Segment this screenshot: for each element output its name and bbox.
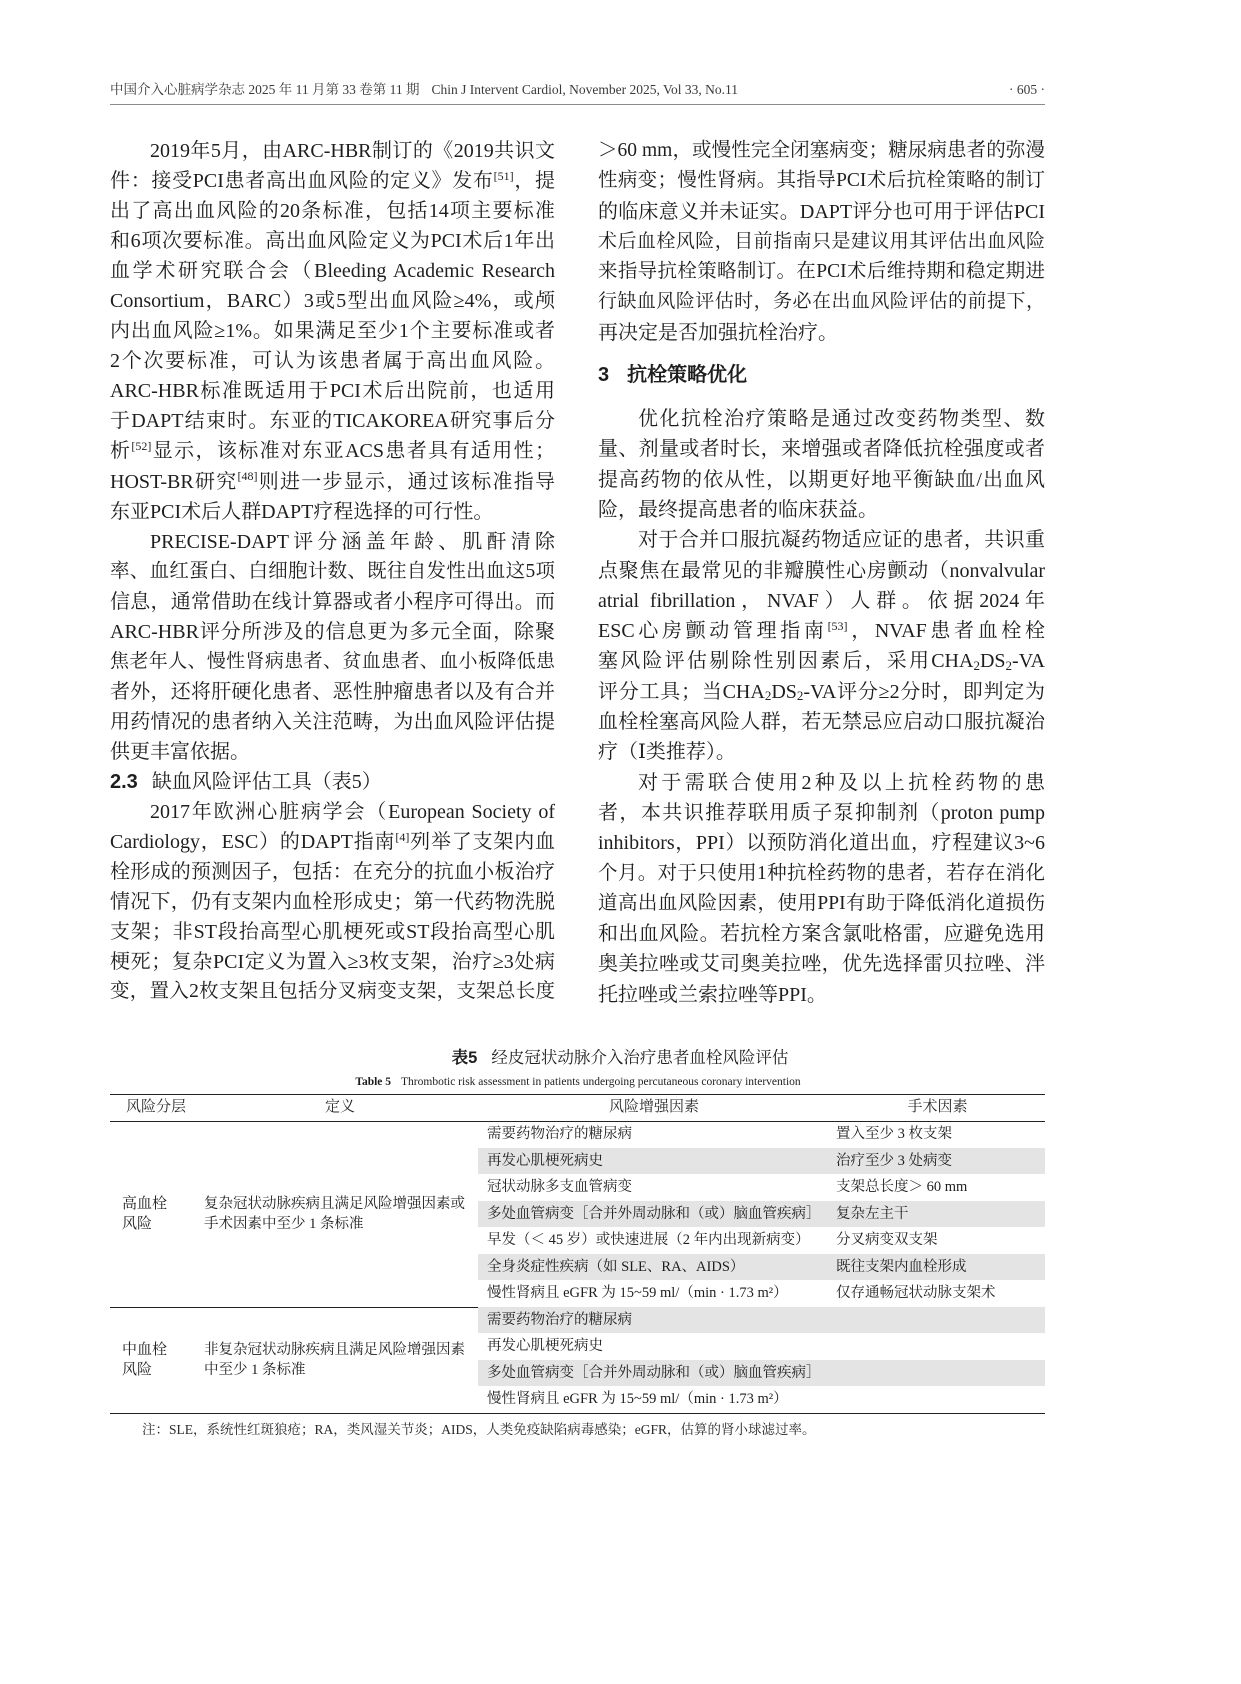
text-line: 东亚PCI术后人群DAPT疗程选择的可行性。 bbox=[110, 500, 494, 523]
text-line: 2个次要标准，可认为该患者属于高出血风险。 bbox=[110, 350, 555, 373]
text-run: 则进一步显示，通过该标准指导 bbox=[257, 470, 555, 493]
text-line: 个月。对于只使用1种抗栓药物的患者，若存在消化 bbox=[598, 862, 1045, 884]
paragraph bbox=[598, 404, 1045, 525]
text-line: 险，最终提高患者的临床获益。 bbox=[598, 498, 878, 521]
table-row bbox=[478, 1254, 1045, 1281]
text-line: 变，置入2枚支架且包括分叉病变支架，支架总长度 bbox=[110, 981, 555, 1003]
text-line: 点聚焦在最常见的非瓣膜性心房颤动（nonvalvular bbox=[598, 559, 1045, 582]
table-row bbox=[478, 1121, 1045, 1148]
paragraph bbox=[598, 136, 1045, 348]
risk-level-text: 高血栓 bbox=[122, 1195, 168, 1212]
citation-ref: [51] bbox=[493, 168, 514, 183]
thrombotic-risk-table bbox=[110, 1094, 1045, 1416]
definition-cell bbox=[204, 1307, 476, 1413]
table-header-cell: 定义 bbox=[324, 1099, 355, 1115]
text-line bbox=[110, 436, 555, 466]
heading-number: 3 bbox=[598, 364, 610, 387]
text-line: 出了高出血风险的20条标准，包括14项主要标准 bbox=[110, 200, 555, 223]
section-heading bbox=[598, 360, 1045, 390]
procedure-factor-cell: 支架总长度＞ 60 mm bbox=[836, 1179, 968, 1195]
text-line: 率、血红蛋白、白细胞计数、既往自发性出血这5项 bbox=[110, 560, 555, 582]
procedure-factor-cell: 复杂左主干 bbox=[836, 1205, 909, 1222]
risk-factor-cell: 慢性肾病且 eGFR 为 15~59 ml/（min · 1.73 m²） bbox=[487, 1285, 788, 1301]
table-row bbox=[478, 1174, 1045, 1201]
text-line bbox=[110, 827, 555, 857]
text-line: 信息，通常借助在线计算器或者小程序可得出。而 bbox=[110, 590, 555, 613]
text-line bbox=[110, 467, 555, 497]
table-row bbox=[478, 1148, 1045, 1175]
text-line: 奥美拉唑或艾司奥美拉唑，优先选择雷贝拉唑、泮 bbox=[598, 953, 1045, 976]
text-line: 支架；非ST段抬高型心肌梗死或ST段抬高型心肌 bbox=[110, 921, 555, 944]
citation-ref: [53] bbox=[827, 618, 848, 633]
text-line: 托拉唑或兰索拉唑等PPI。 bbox=[598, 983, 827, 1006]
procedure-factor-cell: 置入至少 3 枚支架 bbox=[836, 1126, 952, 1142]
text-line: 行缺血风险评估时，务必在出血风险评估的前提下， bbox=[598, 291, 1045, 313]
text-line: 内出血风险≥1%。如果满足至少1个主要标准或者 bbox=[110, 320, 555, 343]
text-line: 性病变；慢性肾病。其指导PCI术后抗栓策略的制订 bbox=[598, 170, 1045, 192]
risk-level-text: 中血栓 bbox=[122, 1341, 168, 1358]
heading-number: 2.3 bbox=[110, 770, 138, 793]
risk-factor-cell: 多处血管病变［合并外周动脉和（或）脑血管疾病］ bbox=[487, 1205, 821, 1222]
risk-factor-cell: 需要药物治疗的糖尿病 bbox=[487, 1126, 632, 1142]
heading-title: 缺血风险评估工具（表5） bbox=[151, 770, 382, 793]
risk-factor-cell: 冠状动脉多支血管病变 bbox=[487, 1179, 632, 1195]
table-title-cn: 经皮冠状动脉介入治疗患者血栓风险评估 bbox=[491, 1048, 789, 1067]
text-line bbox=[598, 646, 1045, 676]
table-row bbox=[478, 1386, 1045, 1413]
table-rule bbox=[110, 1413, 1045, 1414]
text-line: 优化抗栓治疗策略是通过改变药物类型、数 bbox=[638, 408, 1045, 431]
text-line: 梗死；复杂PCI定义为置入≥3枚支架，治疗≥3处病 bbox=[110, 951, 555, 974]
definition-cell bbox=[204, 1121, 476, 1307]
risk-factor-cell: 全身炎症性疾病（如 SLE、RA、AIDS） bbox=[487, 1258, 745, 1275]
table-row bbox=[478, 1227, 1045, 1254]
text-run: -VA评分≥2分时，即判定为 bbox=[803, 680, 1045, 703]
text-line: 情况下，仍有支架内血栓形成史；第一代药物洗脱 bbox=[110, 891, 555, 914]
text-run: ESC心房颤动管理指南 bbox=[598, 620, 828, 643]
text-line: 和出血风险。若抗栓方案含氯吡格雷，应避免选用 bbox=[598, 923, 1045, 946]
procedure-factor-cell: 分叉病变双支架 bbox=[836, 1232, 938, 1248]
text-line bbox=[110, 166, 555, 196]
paragraph bbox=[598, 768, 1045, 1010]
journal-issue-en: Chin J Intervent Cardiol, November 2025, Vol 33, No.11 bbox=[431, 82, 738, 97]
right-text-column bbox=[598, 136, 1045, 1010]
paragraph bbox=[110, 527, 555, 767]
subscript: 2 bbox=[973, 658, 980, 674]
text-line: 道高出血风险因素，使用PPI有助于降低消化道损伤 bbox=[598, 892, 1045, 914]
text-line: 焦老年人、慢性肾病患者、贫血患者、血小板降低患 bbox=[110, 650, 555, 672]
text-line: ARC-HBR评分所涉及的信息更为多元全面，除聚 bbox=[110, 620, 555, 643]
risk-factor-cell: 再发心肌梗死病史 bbox=[487, 1152, 603, 1169]
procedure-factor-cell: 仅存通畅冠状动脉支架术 bbox=[836, 1285, 996, 1301]
text-run: HOST-BR研究 bbox=[110, 470, 238, 493]
table-label-cn: 表5 bbox=[451, 1049, 478, 1067]
table-row bbox=[478, 1201, 1045, 1228]
procedure-factor-cell: 治疗至少 3 处病变 bbox=[836, 1152, 952, 1169]
text-line: 量、剂量或者时长，来增强或者降低抗栓强度或者 bbox=[598, 438, 1045, 461]
subscript: 2 bbox=[764, 688, 772, 704]
text-run: ，提 bbox=[513, 170, 555, 193]
risk-factor-cell: 再发心肌梗死病史 bbox=[487, 1338, 603, 1354]
text-run: 件：接受PCI患者高出血风险的定义》发布 bbox=[110, 170, 494, 193]
table-note: 注：SLE，系统性红斑狼疮；RA，类风湿关节炎；AIDS，人类免疫缺陷病毒感染；eGFR，估算的肾小球滤过率。 bbox=[142, 1422, 816, 1437]
risk-level-cell bbox=[122, 1307, 192, 1413]
page-number: · 605 · bbox=[1009, 82, 1045, 97]
subscript: 2 bbox=[1005, 658, 1013, 674]
table-header-cell: 风险增强因素 bbox=[608, 1099, 699, 1115]
definition-text: 复杂冠状动脉疾病且满足风险增强因素或 bbox=[204, 1195, 465, 1212]
table-caption-en bbox=[258, 1074, 898, 1090]
text-run: 列举了支架内血 bbox=[409, 831, 555, 854]
risk-level-cell bbox=[122, 1121, 192, 1307]
risk-factor-cell: 慢性肾病且 eGFR 为 15~59 ml/（min · 1.73 m²） bbox=[487, 1391, 788, 1407]
text-run: 评分工具；当CHA bbox=[598, 680, 765, 703]
table-row bbox=[478, 1333, 1045, 1360]
text-line: 栓形成的预测因子，包括：在充分的抗血小板治疗 bbox=[110, 861, 555, 884]
text-line: 2019年5月，由ARC-HBR制订的《2019共识文 bbox=[150, 140, 555, 162]
journal-issue-cn: 中国介入心脏病学杂志 2025 年 11 月第 33 卷第 11 期 bbox=[110, 82, 420, 97]
left-text-column bbox=[110, 136, 555, 1007]
text-line: 血栓栓塞高风险人群，若无禁忌应启动口服抗凝治 bbox=[598, 711, 1045, 734]
definition-text: 中至少 1 条标准 bbox=[204, 1361, 306, 1378]
text-line: Consortium，BARC）3或5型出血风险≥4%，或颅 bbox=[110, 290, 555, 313]
table-row bbox=[478, 1280, 1045, 1307]
heading-title: 抗栓策略优化 bbox=[627, 364, 748, 387]
text-line: 和6项次要标准。高出血风险定义为PCI术后1年出 bbox=[110, 230, 555, 253]
text-line: 2017年欧洲心脏病学会（European Society of bbox=[150, 801, 555, 824]
text-line: PRECISE-DAPT评分涵盖年龄、肌酐清除 bbox=[150, 530, 555, 553]
text-line bbox=[598, 677, 1045, 707]
text-line: ARC-HBR标准既适用于PCI术后出院前，也适用 bbox=[110, 380, 555, 403]
text-run: DS bbox=[771, 680, 797, 703]
risk-factor-cell: 多处血管病变［合并外周动脉和（或）脑血管疾病］ bbox=[487, 1364, 821, 1381]
subscript: 2 bbox=[796, 688, 804, 704]
text-run: 析 bbox=[110, 440, 132, 463]
definition-text: 非复杂冠状动脉疾病且满足风险增强因素 bbox=[204, 1341, 465, 1358]
text-line: 再决定是否加强抗栓治疗。 bbox=[598, 321, 838, 344]
text-line: 的临床意义并未证实。DAPT评分也可用于评估PCI bbox=[598, 200, 1045, 223]
text-line: 提高药物的依从性，以期更好地平衡缺血/出血风 bbox=[598, 468, 1045, 491]
paragraph bbox=[598, 525, 1045, 767]
text-line: 对于合并口服抗凝药物适应证的患者，共识重 bbox=[638, 529, 1045, 552]
subsection-heading bbox=[110, 767, 555, 797]
text-line: ＞60 mm，或慢性完全闭塞病变；糖尿病患者的弥漫 bbox=[598, 140, 1045, 161]
text-run: 显示，该标准对东亚ACS患者具有适用性； bbox=[151, 440, 555, 463]
text-line: 来指导抗栓策略制订。在PCI术后维持期和稳定期进 bbox=[598, 261, 1045, 283]
text-line: 血学术研究联合会（Bleeding Academic Research bbox=[110, 260, 555, 283]
risk-level-text: 风险 bbox=[122, 1215, 153, 1232]
text-run: -VA bbox=[1012, 650, 1045, 673]
procedure-factor-cell: 既往支架内血栓形成 bbox=[836, 1258, 967, 1275]
table-label-en: Table 5 bbox=[355, 1076, 392, 1088]
text-run: DS bbox=[979, 650, 1006, 673]
text-line: 供更丰富依据。 bbox=[110, 740, 250, 763]
text-line: 者，本共识推荐联用质子泵抑制剂（proton pump bbox=[598, 801, 1045, 824]
text-line: 者外，还将肝硬化患者、恶性肿瘤患者以及有合并 bbox=[110, 680, 555, 703]
table-row bbox=[478, 1360, 1045, 1387]
paragraph bbox=[110, 136, 555, 527]
running-head bbox=[110, 80, 1045, 100]
risk-level-text: 风险 bbox=[122, 1361, 153, 1378]
text-line bbox=[598, 616, 1045, 646]
risk-factor-cell: 早发（＜ 45 岁）或快速进展（2 年内出现新病变） bbox=[487, 1232, 810, 1248]
definition-text: 手术因素中至少 1 条标准 bbox=[204, 1215, 364, 1232]
text-run: ，NVAF患者血栓栓 bbox=[847, 620, 1045, 643]
text-run: Cardiology，ESC）的DAPT指南 bbox=[110, 831, 396, 854]
text-line: 用药情况的患者纳入关注范畴，为出血风险评估提 bbox=[110, 710, 555, 733]
text-run: 塞风险评估剔除性别因素后，采用CHA bbox=[598, 650, 974, 673]
citation-ref: [52] bbox=[131, 439, 152, 454]
table-caption-cn bbox=[310, 1046, 930, 1070]
citation-ref: [48] bbox=[237, 469, 258, 484]
citation-ref: [4] bbox=[395, 829, 410, 844]
table-title-en: Thrombotic risk assessment in patients undergoing percutaneous coronary intervention bbox=[401, 1076, 801, 1088]
text-line: 于DAPT结束时。东亚的TICAKOREA研究事后分 bbox=[110, 410, 555, 433]
text-line: 疗（Ⅰ类推荐）。 bbox=[598, 741, 736, 764]
header-rule bbox=[110, 104, 1045, 105]
text-line: 术后血栓风险，目前指南只是建议用其评估出血风险 bbox=[598, 230, 1045, 252]
table-header-cell: 风险分层 bbox=[125, 1099, 186, 1115]
text-line: atrial fibrillation，NVAF）人群。依据2024年 bbox=[598, 589, 1045, 612]
table-header-cell: 手术因素 bbox=[907, 1099, 968, 1115]
table-row bbox=[478, 1307, 1045, 1334]
text-line: inhibitors，PPI）以预防消化道出血，疗程建议3~6 bbox=[598, 832, 1045, 855]
text-line: 对于需联合使用2种及以上抗栓药物的患 bbox=[638, 771, 1045, 794]
paragraph bbox=[110, 797, 555, 1007]
risk-factor-cell: 需要药物治疗的糖尿病 bbox=[487, 1311, 632, 1328]
